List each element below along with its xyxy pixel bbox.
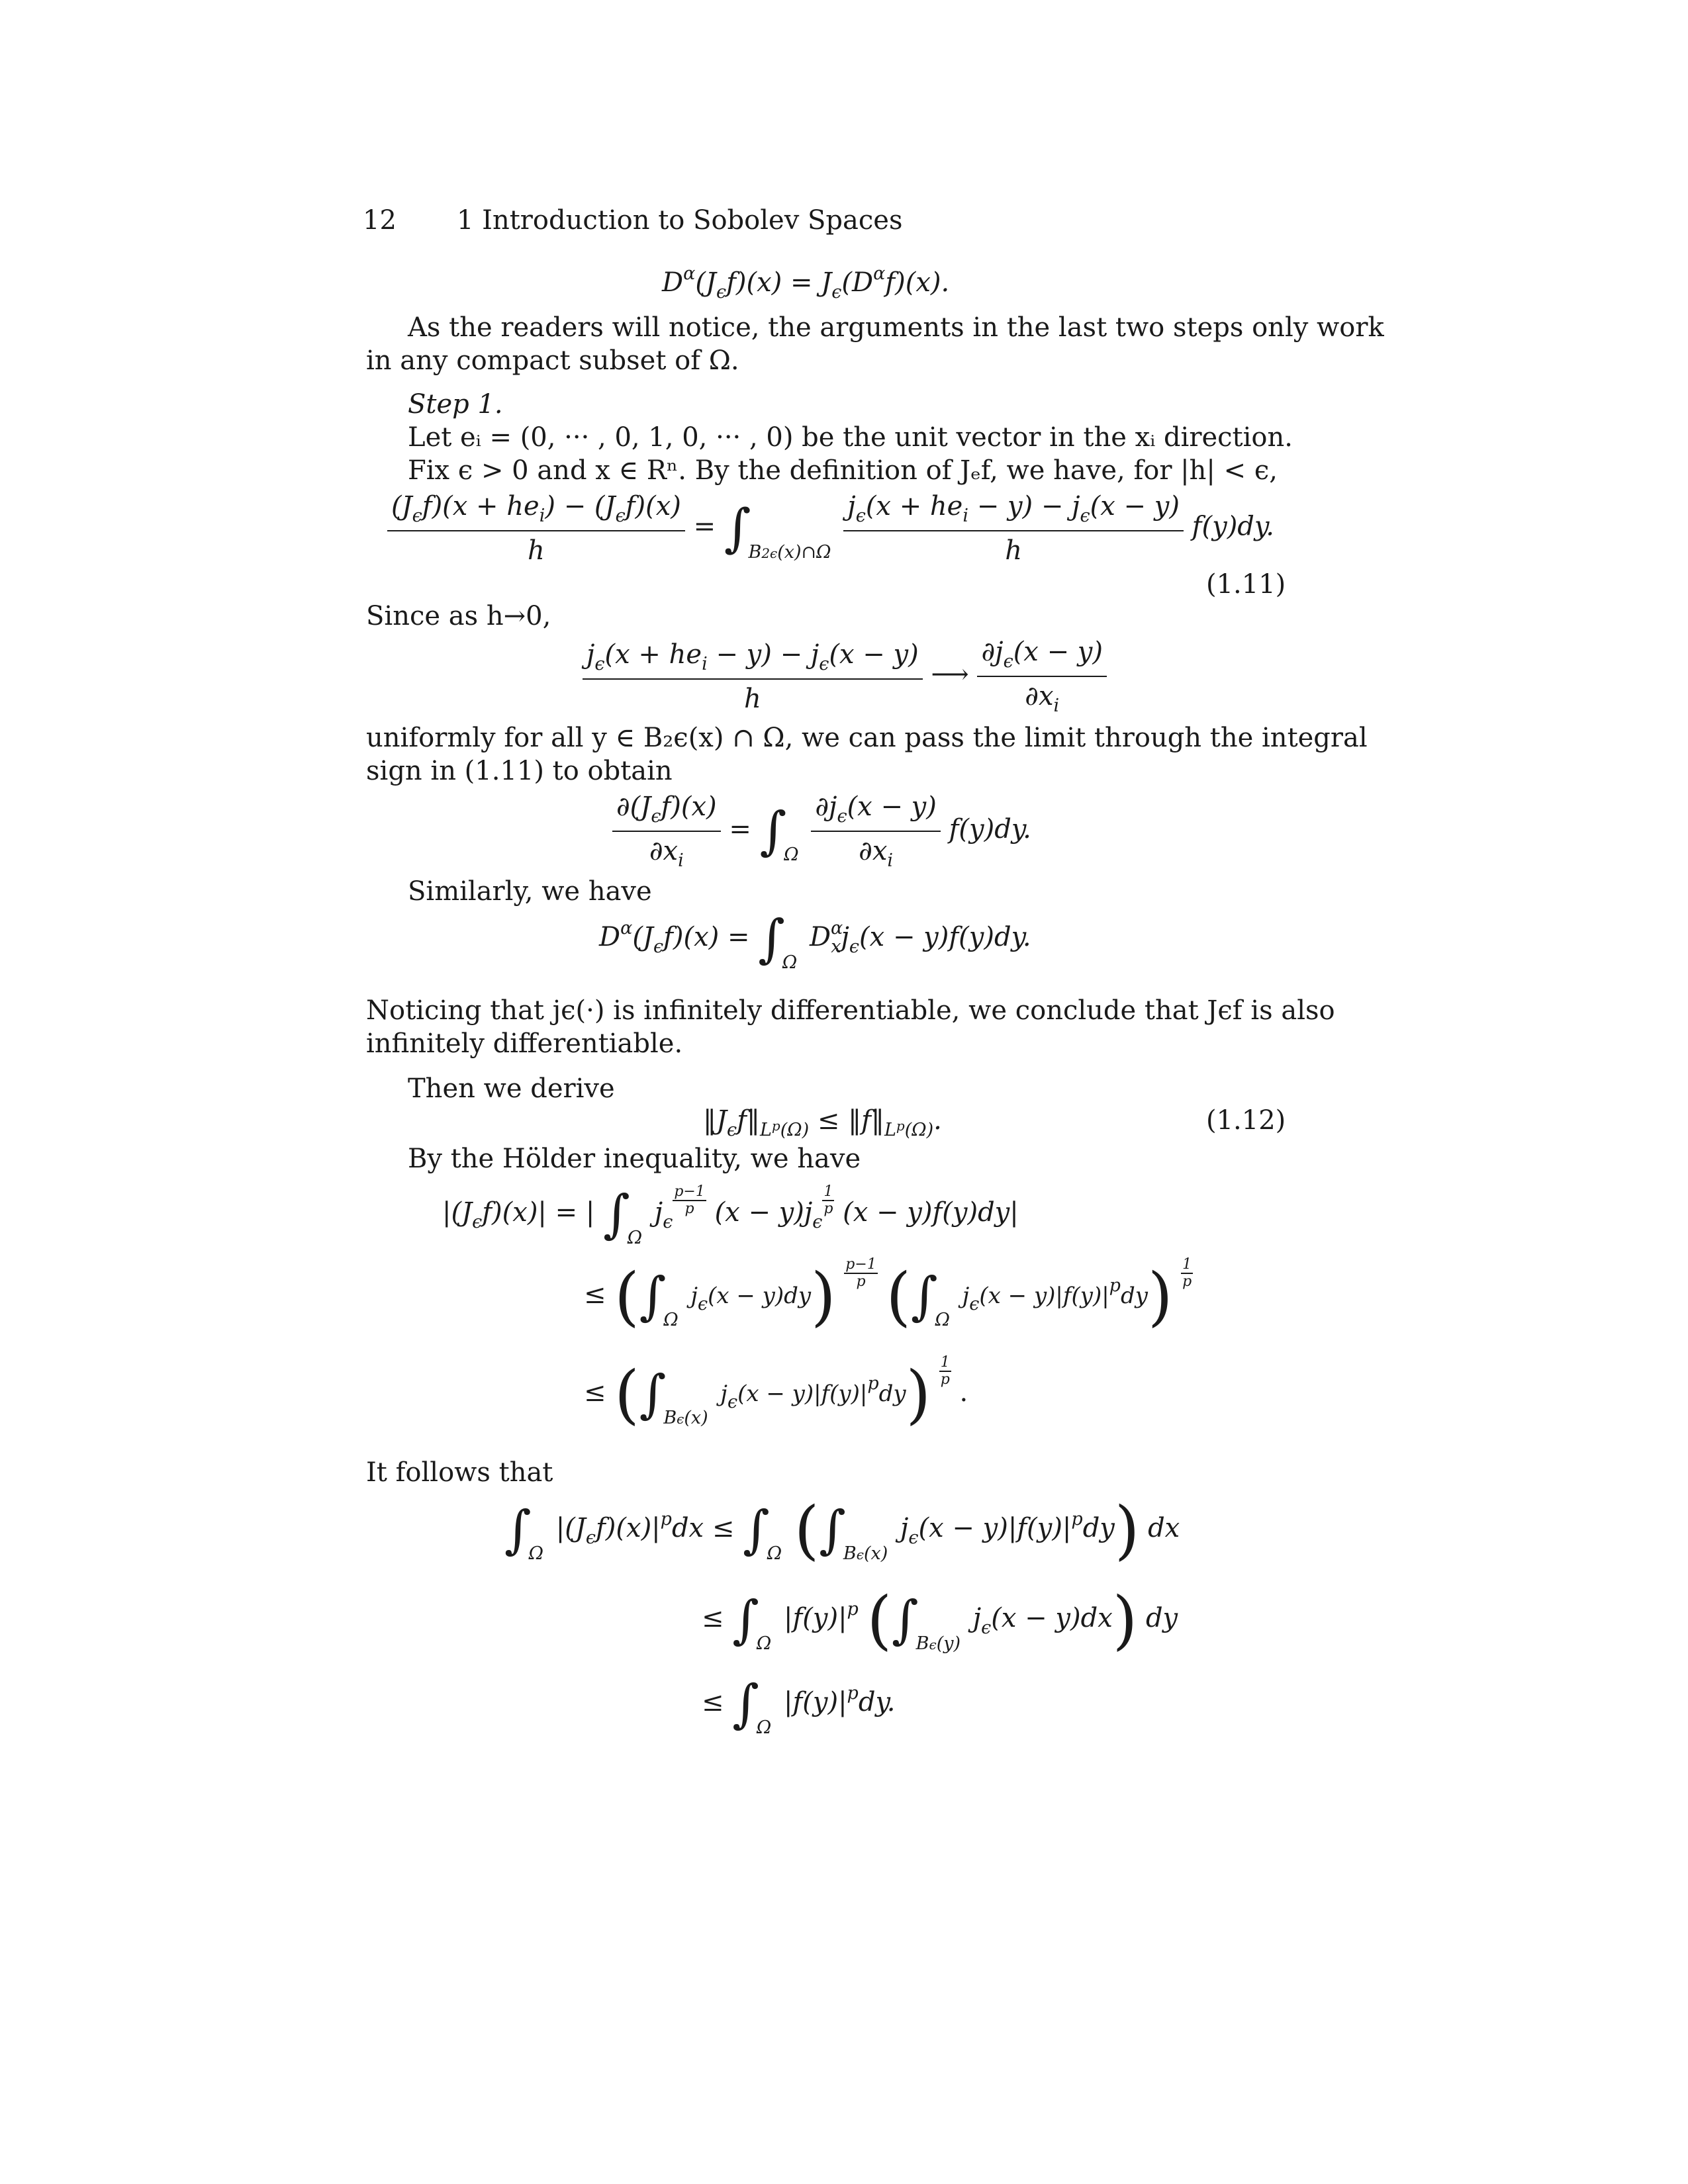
paragraph-3: Fix ϵ > 0 and x ∈ Rⁿ. By the definition of Jₑf, we have, for |h| < ϵ, [408, 455, 1278, 486]
running-title: 1 Introduction to Sobolev Spaces [457, 205, 903, 236]
paragraph-5-line1: uniformly for all y ∈ B₂ϵ(x) ∩ Ω, we can pass the limit through the integral [366, 723, 1368, 753]
equation-derivative: $\frac{\partial(J_\epsilon f)(x)}{\partial x_i}$ = $\int_\Omega$ $\frac{\partial j_\epsilon(x - y)}{\partial x_i}$ f(y)dy. [612, 792, 1031, 871]
equation-holder-line2: ≤ ($\int_\Omega$ $j_\epsilon(x - y)dy$) $\frac{p-1}{p}$ ($\int_\Omega$ $j_\epsilon(x - y)|f(y)|^pdy$) $\frac{1}{p}$ [584, 1256, 1192, 1334]
equation-chain-line2: ≤ $\int_\Omega$ $|f(y)|^p$ ($\int_{B\epsilon(y)}$ $j_\epsilon(x - y)dx$) dy [702, 1583, 1178, 1657]
paragraph-5-line2: sign in (1.11) to obtain [366, 756, 673, 786]
equation-chain-line3: ≤ $\int_\Omega$ $|f(y)|^pdy$. [702, 1674, 896, 1738]
paragraph-4: Since as h→0, [366, 601, 551, 631]
paragraph-1-line1: As the readers will notice, the arguments in the last two steps only work [408, 312, 1384, 343]
paragraph-1-line2: in any compact subset of Ω. [366, 345, 739, 376]
equation-holder-line1: $|(J_\epsilon f)(x)|$ = | $\int_\Omega$ $j_\epsilon$ $\frac{p-1}{p}$ $(x - y)j_\epsilon$ $\frac{1}{p}$ (x − y)f(y)dy| [442, 1183, 1019, 1248]
equation-d-alpha: $D^\alpha(J_\epsilon f)(x) = \int_\Omega$ $D^\alpha_xj_\epsilon(x - y)f(y)dy$. [599, 909, 1031, 973]
equation-label-1-12: (1.12) [1206, 1105, 1286, 1136]
equation-holder-line3: ≤ ($\int_{B\epsilon(x)}$ $j_\epsilon(x - y)|f(y)|^pdy$) $\frac{1}{p}$ . [584, 1354, 968, 1432]
paragraph-7-line1: Noticing that jϵ(·) is infinitely differentiable, we conclude that Jϵf is also [366, 995, 1335, 1026]
equation-1-12: $‖J_\epsilon f‖_{L^p(\Omega)}$ ≤ $‖f‖_{L^p(\Omega)}$. [703, 1105, 942, 1140]
equation-label-1-11: (1.11) [1206, 569, 1286, 600]
equation-chain-line1: $\int_\Omega$ $|(J_\epsilon f)(x)|^pdx \le \int_\Omega$ ($\int_{B\epsilon(x)}$ $j_\epsilon(x - y)|f(y)|^pdy$) dx [504, 1493, 1180, 1567]
paragraph-2: Let eᵢ = (0, ··· , 0, 1, 0, ··· , 0) be the unit vector in the xᵢ direction. [408, 422, 1293, 453]
paragraph-6: Similarly, we have [408, 876, 652, 907]
equation-1-11: $\frac{(J_\epsilon f)(x + he_i) - (J_\epsilon f)(x)}{h}$ = $\int_{B2\epsilon(x)\cap\Omega}$ $\frac{j_\epsilon(x + he_i - y) - j_\epsilon(x - y)}{h}$ f(y)dy. [387, 491, 1274, 566]
paragraph-8: Then we derive [408, 1073, 615, 1104]
paragraph-10: It follows that [366, 1457, 553, 1488]
page-number: 12 [363, 205, 397, 236]
equation-top: $D^\alpha(J_\epsilon f)(x) = J_\epsilon(D^\alpha f)(x)$. [662, 263, 950, 302]
step-heading: Step 1. [408, 389, 503, 420]
paragraph-7-line2: infinitely differentiable. [366, 1028, 683, 1059]
paragraph-9: By the Hölder inequality, we have [408, 1144, 861, 1174]
equation-limit: $\frac{j_\epsilon(x + he_i - y) - j_\epsilon(x - y)}{h}$ ⟶ $\frac{\partial j_\epsilon(x - y)}{\partial x_i}$ [583, 637, 1107, 716]
